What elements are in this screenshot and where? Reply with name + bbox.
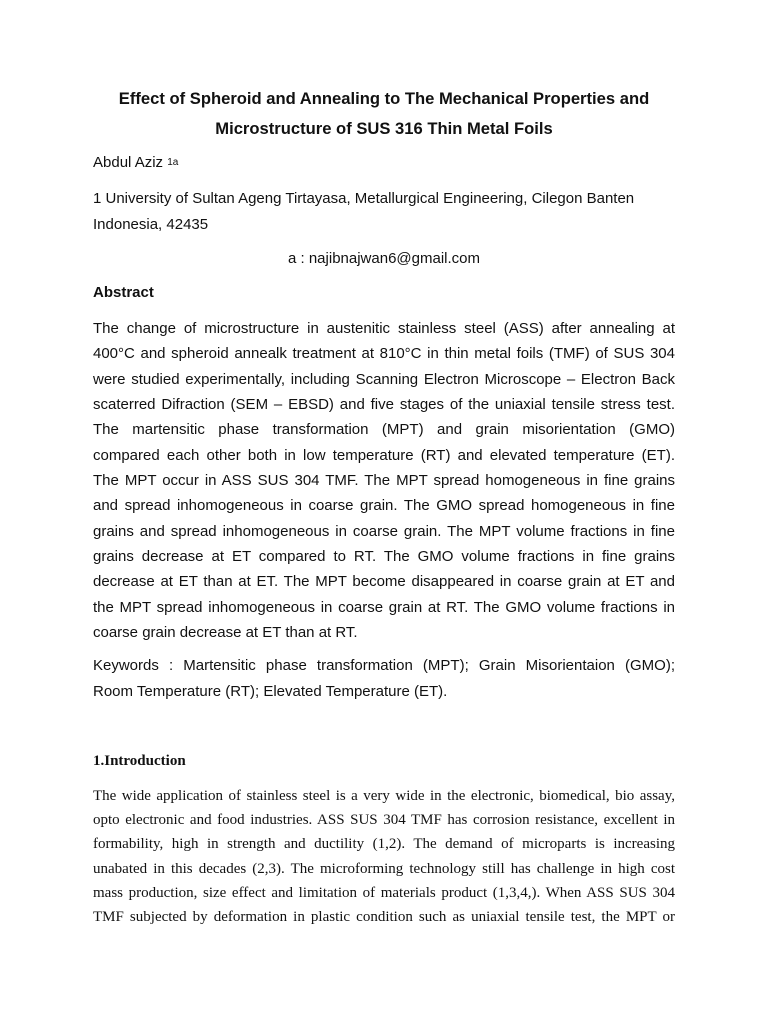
abstract-line: were studied experimentally, including Scanning Electron Microscope – Electron Back [93,370,675,388]
contact-email: a : najibnajwan6@gmail.com [288,250,480,267]
abstract-line: scaterred Difraction (SEM – EBSD) and five stages of the uniaxial tensile stress test. [93,396,675,414]
abstract-line: The change of microstructure in austenitic stainless steel (ASS) after annealing at [93,320,675,337]
introduction-line: formability, high in strength and ductility (1,2). The demand of microparts is increasing [93,836,675,853]
abstract-line: the MPT spread inhomogeneous in coarse grain at RT. The GMO volume fractions in [93,598,675,616]
title-line: Effect of Spheroid and Annealing to The Mechanical Properties and [118,89,650,108]
keywords-line: Room Temperature (RT); Elevated Temperature (ET). [93,682,448,700]
abstract-line: 400°C and spheroid annealk treatment at 810°C in thin metal foils (TMF) of SUS 304 [93,345,675,363]
keywords [93,653,675,704]
introduction-heading: 1.Introduction [93,753,186,769]
abstract-line: compared each other both in low temperature (RT) and elevated temperature (ET). [93,446,675,464]
abstract-line: The MPT occur in ASS SUS 304 TMF. The MPT spread homogeneous in fine grains [93,472,675,490]
abstract-line: grains and spread inhomogeneous in coarse grain. The MPT volume fractions in fine [93,522,675,540]
author-line [93,153,178,175]
abstract-body [93,316,675,645]
abstract-line: and spread inhomogeneous in coarse grain. The GMO spread homogeneous in fine [93,497,675,515]
paper-title [93,84,675,144]
affiliation-line: 1 University of Sultan Ageng Tirtayasa, Metallurgical Engineering, Cilegon Banten [93,190,635,207]
introduction-line: mass production, size effect and limitation of materials product (1,3,4,). When ASS SUS 304 [93,884,675,901]
abstract-heading: Abstract [93,284,154,301]
introduction-body [93,784,675,929]
abstract-line: decrease at ET than at ET. The MPT become disappeared in coarse grain at ET and [93,573,675,591]
abstract-line: grains decrease at ET compared to RT. The GMO volume fractions in fine grains [93,548,675,566]
affiliation [93,186,634,237]
author-affiliation-marker: 1a [167,157,179,168]
introduction-line: The wide application of stainless steel is a very wide in the electronic, biomedical, bio assay, [93,788,675,804]
title-line: Microstructure of SUS 316 Thin Metal Foils [215,119,553,138]
introduction-line: opto electronic and food industries. ASS SUS 304 TMF has corrosion resistance, excellent in [93,812,675,829]
introduction-line: unabated in this decades (2,3). The microforming technology still has challenge in high cost [93,860,675,877]
keywords-line: Keywords : Martensitic phase transformation (MPT); Grain Misorientaion (GMO); [93,657,675,674]
abstract-line: The martensitic phase transformation (MPT) and grain misorientation (GMO) [93,421,675,439]
introduction-line: TMF subjected by deformation in plastic condition such as uniaxial tensile test, the MPT or [93,909,675,926]
affiliation-line: Indonesia, 42435 [93,215,209,233]
author-name: Abdul Aziz [93,154,168,171]
abstract-line: coarse grain decrease at ET than at RT. [93,624,358,642]
